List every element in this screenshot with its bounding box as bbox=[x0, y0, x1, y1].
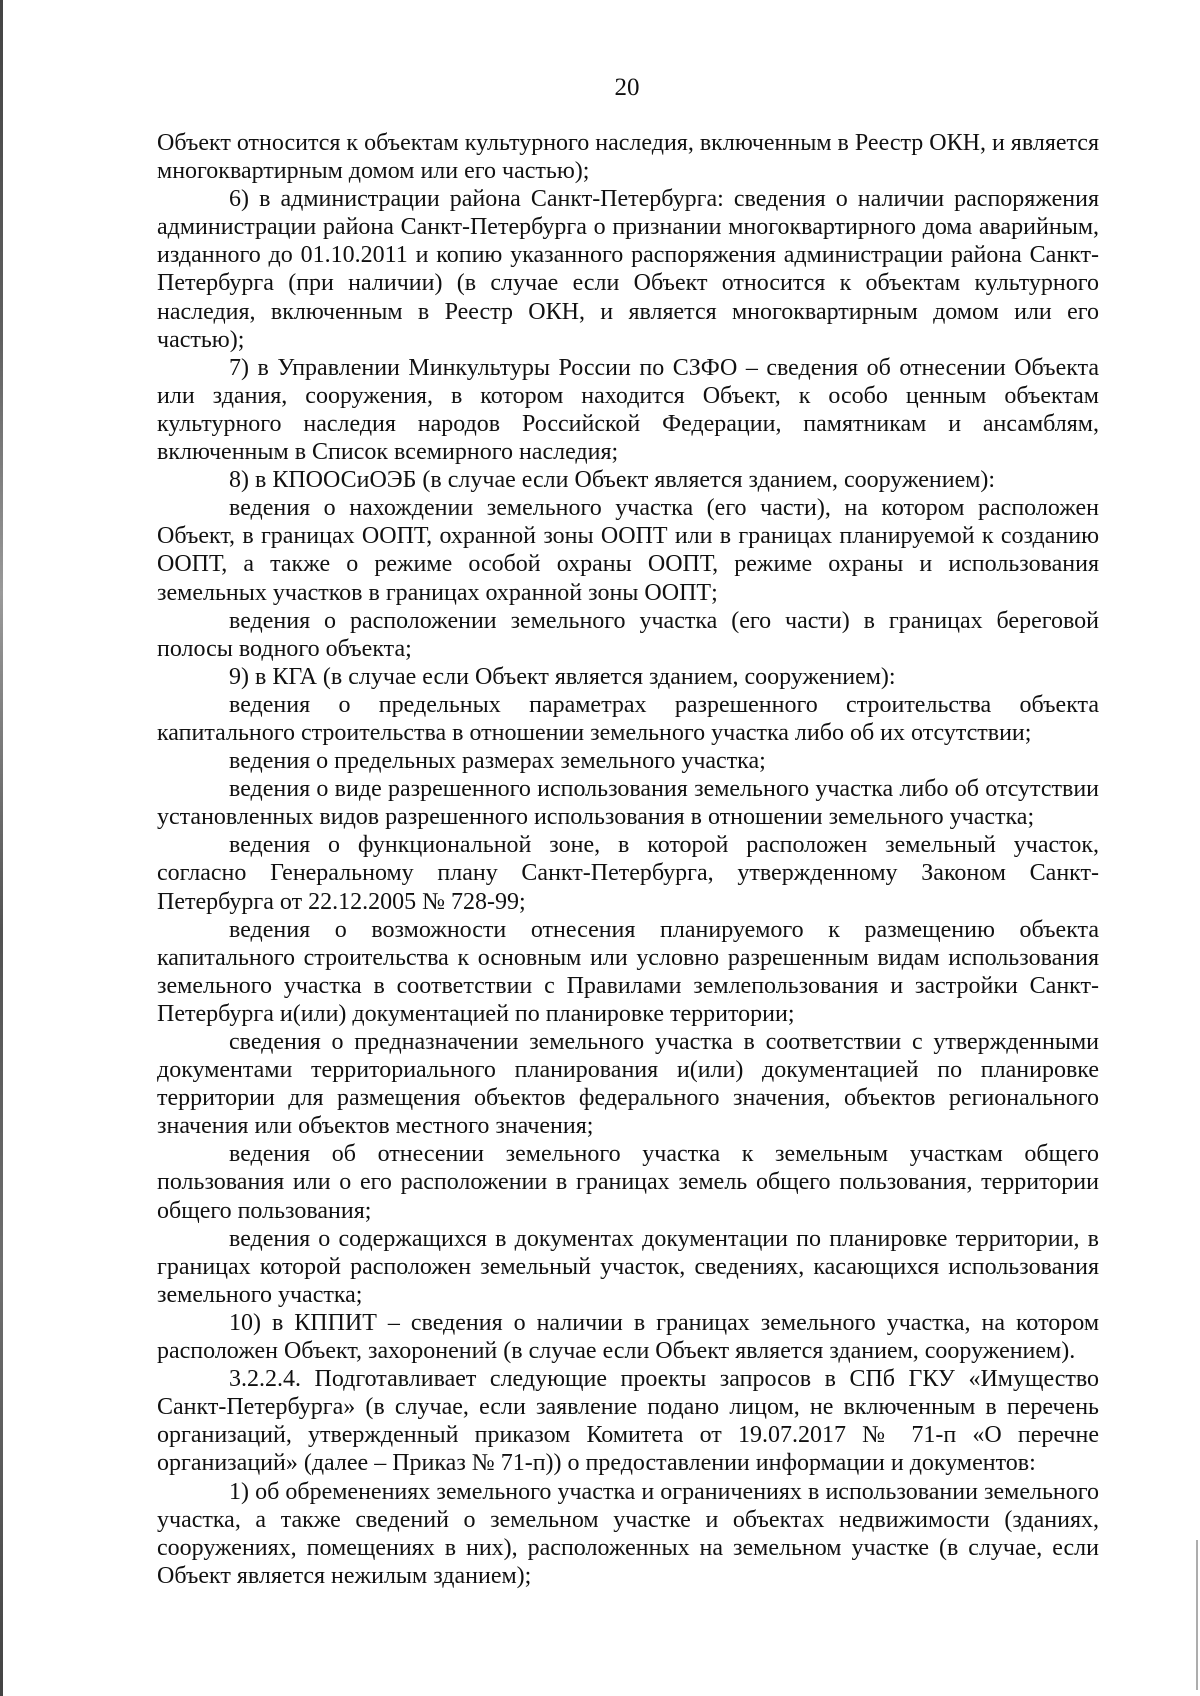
paragraph: ведения о возможности отнесения планируемого к размещению объекта капитального строительства к основным или условно разрешенным видам использования земельного участка в соответствии с Правилами землепользования и застройки Санкт-Петербурга и(или) документацией по планировке территории; bbox=[157, 916, 1099, 1027]
scan-edge-right bbox=[1196, 1540, 1198, 1690]
paragraph: 6) в администрации района Санкт-Петербурга: сведения о наличии распоряжения администрации района Санкт-Петербурга о признании многоквартирного дома аварийным, изданного до 01.10.2011 и копию указанного распоряжения администрации района Санкт-Петербурга (при наличии) (в случае если Объект относится к объектам культурного наследия, включенным в Реестр ОКН, и является многоквартирным домом или его частью); bbox=[157, 186, 1099, 353]
paragraph: ведения о предельных параметрах разрешенного строительства объекта капитального строительства в отношении земельного участка либо об их отсутствии; bbox=[157, 691, 1099, 746]
paragraph: Объект относится к объектам культурного наследия, включенным в Реестр ОКН, и является многоквартирным домом или его частью); bbox=[157, 130, 1099, 185]
paragraph: ведения о нахождении земельного участка (его части), на котором расположен Объект, в границах ООПТ, охранной зоны ООПТ или в границах планируемой к созданию ООПТ, а также о режиме особой охраны ООПТ, режиме охраны и использования земельных участков в границах охранной зоны ООПТ; bbox=[157, 495, 1099, 606]
paragraph: 1) об обременениях земельного участка и ограничениях в использовании земельного участка, а также сведений о земельном участке и объектах недвижимости (зданиях, сооружениях, помещениях в них), расположенных на земельном участке (в случае, если Объект является нежилым зданием); bbox=[157, 1478, 1099, 1589]
page-number: 20 bbox=[614, 74, 640, 101]
paragraph: ведения об отнесении земельного участка к земельным участкам общего пользования или о его расположении в границах земель общего пользования, территории общего пользования; bbox=[157, 1141, 1099, 1224]
document-body bbox=[157, 129, 1099, 1590]
paragraph: ведения о расположении земельного участка (его части) в границах береговой полосы водного объекта; bbox=[157, 607, 1099, 662]
paragraph: ведения о виде разрешенного использования земельного участка либо об отсутствии установленных видов разрешенного использования в отношении земельного участка; bbox=[157, 776, 1099, 831]
paragraph: ведения о содержащихся в документах документации по планировке территории, в границах которой расположен земельный участок, сведениях, касающихся использования земельного участка; bbox=[157, 1225, 1099, 1308]
paragraph: ведения о предельных размерах земельного участка; bbox=[229, 748, 766, 775]
scan-edge-left bbox=[0, 0, 3, 1696]
paragraph: 8) в КПООСиОЭБ (в случае если Объект является зданием, сооружением): bbox=[229, 467, 996, 494]
paragraph: 7) в Управлении Минкультуры России по СЗФО – сведения об отнесении Объекта или здания, сооружения, в котором находится Объект, к особо ценным объектам культурного наследия народов Российской Федерации, памятникам и ансамблям, включенным в Список всемирного наследия; bbox=[157, 354, 1099, 466]
paragraph: ведения о функциональной зоне, в которой расположен земельный участок, согласно Генеральному плану Санкт-Петербурга, утвержденному Законом Санкт-Петербурга от 22.12.2005 № 728-99; bbox=[157, 832, 1099, 915]
paragraph: 3.2.2.4. Подготавливает следующие проекты запросов в СПб ГКУ «Имущество Санкт-Петербурга» (в случае, если заявление подано лицом, не включенным в перечень организаций, утвержденный приказом Комитета от 19.07.2017 № 71-п «О перечне организаций» (далее – Приказ № 71-п)) о предоставлении информации и документов: bbox=[157, 1366, 1099, 1477]
paragraph: 9) в КГА (в случае если Объект является зданием, сооружением): bbox=[229, 663, 896, 690]
paragraph: сведения о предназначении земельного участка в соответствии с утвержденными документами территориального планирования и(или) документацией по планировке территории для размещения объектов федерального значения, объектов регионального значения или объектов местного значения; bbox=[157, 1029, 1099, 1140]
paragraph: 10) в КППИТ – сведения о наличии в границах земельного участка, на котором расположен Объект, захоронений (в случае если Объект является зданием, сооружением). bbox=[157, 1309, 1099, 1365]
